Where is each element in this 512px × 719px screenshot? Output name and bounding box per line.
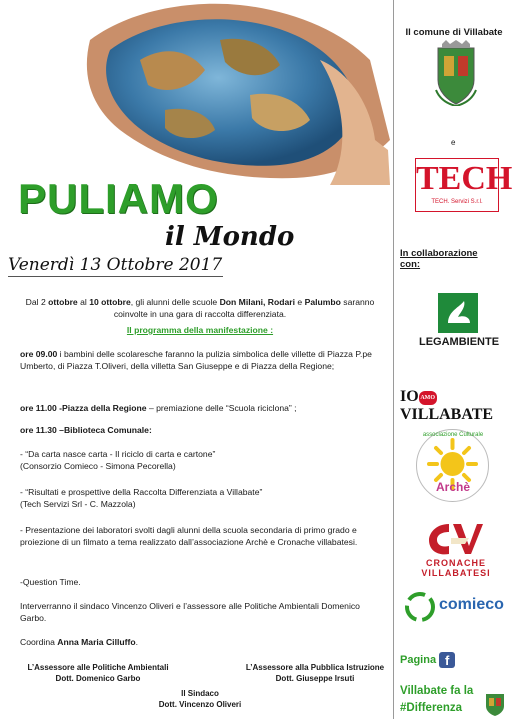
facebook-icon: f <box>439 652 455 668</box>
and-label: e <box>451 138 456 147</box>
legambiente-label: LEGAMBIENTE <box>418 336 500 348</box>
collaboration-label: In collaborazione con: <box>400 248 478 270</box>
signature-environment: L’Assessore alle Politiche Ambientali Dott. Domenico Garbo <box>27 663 169 683</box>
villabate-small-crest-icon <box>484 690 506 716</box>
talk-1: - “Da carta nasce carta - Il riciclo di carta e cartone” (Consorzio Comieco - Simona Pecorella) <box>20 449 216 471</box>
cronache-label: CRONACHE VILLABATESI <box>421 558 491 578</box>
villabate-coat-of-arms-icon <box>432 40 480 106</box>
signature-education: L’Assessore alla Pubblica Istruzione Dott. Giuseppe Irsuti <box>245 663 385 683</box>
talk-2: - “Risultati e prospettive della Raccolta Differenziata a Villabate” (Tech Servizi Srl - C. Mazzola) <box>20 487 263 509</box>
program-item-1: ore 09.00 i bambini delle scolaresche faranno la pulizia simbolica delle villette di Piazza P.pe Umberto, di Piazza T.Oliveri, della villetta San Giuseppe e di Piazza della Regione; <box>20 349 372 371</box>
arche-ring-text: associazione Culturale <box>422 432 484 438</box>
intro-paragraph: Dal 2 ottobre al 10 ottobre, gli alunni delle scuole Don Milani, Rodari e Palumbo saranno coinvolte in una gara di raccolta differenziata. <box>25 297 375 319</box>
arche-label: Archè <box>435 480 470 494</box>
legambiente-swan-icon <box>438 293 478 333</box>
event-title: PULIAMO <box>18 175 219 222</box>
program-item-3: ore 11.30 –Biblioteca Comunale: <box>20 425 152 435</box>
tech-logo: TECH TECH. Servizi S.r.l. <box>415 158 499 212</box>
talk-3: - Presentazione dei laboratori svolti dagli alunni della scuola secondaria di primo grado e proiezione di un filmato a tema realizzato dall’associazione Archè e Cronache villabatesi. <box>20 525 358 547</box>
date-underline <box>8 276 223 277</box>
hands-globe-image <box>70 0 390 185</box>
event-subtitle: il Mondo <box>165 222 295 252</box>
recycle-icon <box>405 592 435 622</box>
comieco-logo: comieco <box>405 592 510 624</box>
comune-label: Il comune di Villabate <box>405 27 503 38</box>
speakers: Interverranno il sindaco Vincenzo Oliveri e l’assessore alle Politiche Ambientali Domenico Garbo. <box>20 601 360 623</box>
program-item-2: ore 11.00 -Piazza della Regione – premiazione delle “Scuola riciclona” ; <box>20 403 297 413</box>
differenza-slogan: Villabate fa la #Differenza <box>400 685 474 714</box>
cronache-logo-icon <box>425 520 485 558</box>
heart-icon: AMO <box>419 391 437 405</box>
column-divider <box>393 0 394 719</box>
signature-mayor: Il Sindaco Dott. Vincenzo Oliveri <box>158 689 242 709</box>
facebook-page-link[interactable]: Pagina f <box>400 652 455 668</box>
io-amo-villabate-logo: IO AMOVILLABATE <box>400 388 494 423</box>
coordinator: Coordina Anna Maria Cilluffo. <box>20 637 138 647</box>
question-time: -Question Time. <box>20 577 81 587</box>
program-heading: Il programma della manifestazione : <box>126 325 274 335</box>
event-date: Venerdì 13 Ottobre 2017 <box>8 255 223 275</box>
